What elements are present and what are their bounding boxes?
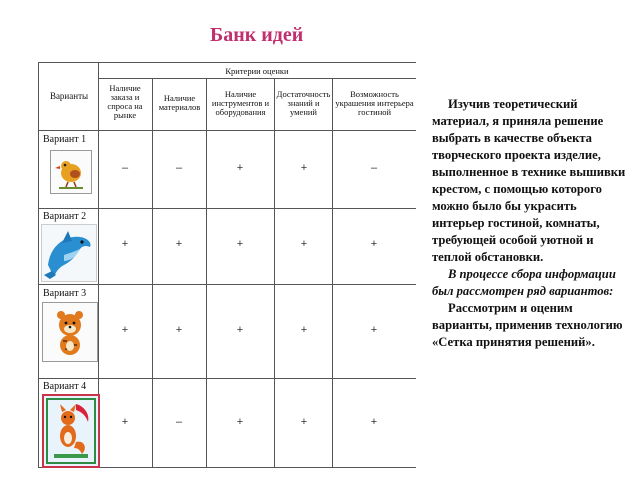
decision-grid-table	[38, 62, 416, 468]
variant-2-picture	[41, 224, 97, 282]
mark-r4-c1: +	[121, 416, 129, 428]
mark-r3-c2: +	[175, 324, 183, 336]
mark-r3-c5: +	[370, 324, 378, 336]
mark-r2-c2: +	[175, 238, 183, 250]
mark-r4-c3: +	[236, 416, 244, 428]
variant-1-picture	[50, 150, 92, 194]
criterion-interior: Возможность украшения интерьера гостиной	[335, 89, 414, 117]
row-divider-2	[38, 284, 416, 285]
column-divider-2	[206, 78, 207, 468]
description-paragraph-1: Изучив теоретический материал, я приняла решение выбрать в качестве объекта творческого проекта изделие, выполненное в технике вышивки крестом, с помощью которого можно было бы украсить интерьер гостиной, комнаты, требующей особой уютной и теплой обстановки.	[432, 97, 626, 264]
variant-label-3: Вариант 3	[43, 288, 87, 299]
fox-icon	[44, 396, 98, 466]
table-border-left	[38, 62, 39, 468]
mark-r1-c2: –	[175, 162, 183, 174]
description-text	[432, 96, 632, 351]
header-bottom-line	[38, 130, 416, 131]
mark-r2-c1: +	[121, 238, 129, 250]
variant-4-picture	[42, 394, 100, 468]
description-paragraph-3: Рассмотрим и оценим варианты, применив технологию «Сетка принятия решений».	[432, 301, 623, 349]
mark-r1-c3: +	[236, 162, 244, 174]
mark-r3-c4: +	[300, 324, 308, 336]
criteria-header-underline	[98, 78, 416, 79]
header-variants: Варианты	[49, 91, 89, 101]
mark-r2-c4: +	[300, 238, 308, 250]
column-divider-1	[152, 78, 153, 468]
mark-r1-c4: +	[300, 162, 308, 174]
variant-label-1: Вариант 1	[43, 134, 87, 145]
variant-label-2: Вариант 2	[43, 211, 87, 222]
bird-icon	[51, 151, 91, 193]
criterion-materials: Наличие материалов	[158, 93, 201, 112]
row-divider-3	[38, 378, 416, 379]
dolphin-icon	[42, 225, 96, 281]
column-divider-4	[332, 78, 333, 468]
mark-r4-c5: +	[370, 416, 378, 428]
header-criteria: Критерии оценки	[225, 66, 289, 76]
criterion-tools: Наличие инструментов и оборудования	[211, 89, 270, 117]
mark-r3-c3: +	[236, 324, 244, 336]
mark-r1-c5: –	[370, 162, 378, 174]
table-border-top	[38, 62, 416, 63]
variant-label-4: Вариант 4	[43, 381, 87, 392]
mark-r1-c1: –	[121, 162, 129, 174]
mark-r2-c5: +	[370, 238, 378, 250]
page-title: Банк идей	[210, 24, 304, 46]
criterion-demand: Наличие заказа и спроса на рынке	[107, 83, 143, 120]
mark-r4-c2: –	[175, 416, 183, 428]
mark-r4-c4: +	[300, 416, 308, 428]
mark-r3-c1: +	[121, 324, 129, 336]
mark-r2-c3: +	[236, 238, 244, 250]
criterion-skills: Достаточность знаний и умений	[276, 89, 331, 117]
tiger-cub-icon	[43, 303, 97, 361]
description-paragraph-2: В процессе сбора информации был рассмотрен ряд вариантов:	[432, 267, 616, 298]
variant-3-picture	[42, 302, 98, 362]
column-divider-3	[274, 78, 275, 468]
row-divider-1	[38, 208, 416, 209]
